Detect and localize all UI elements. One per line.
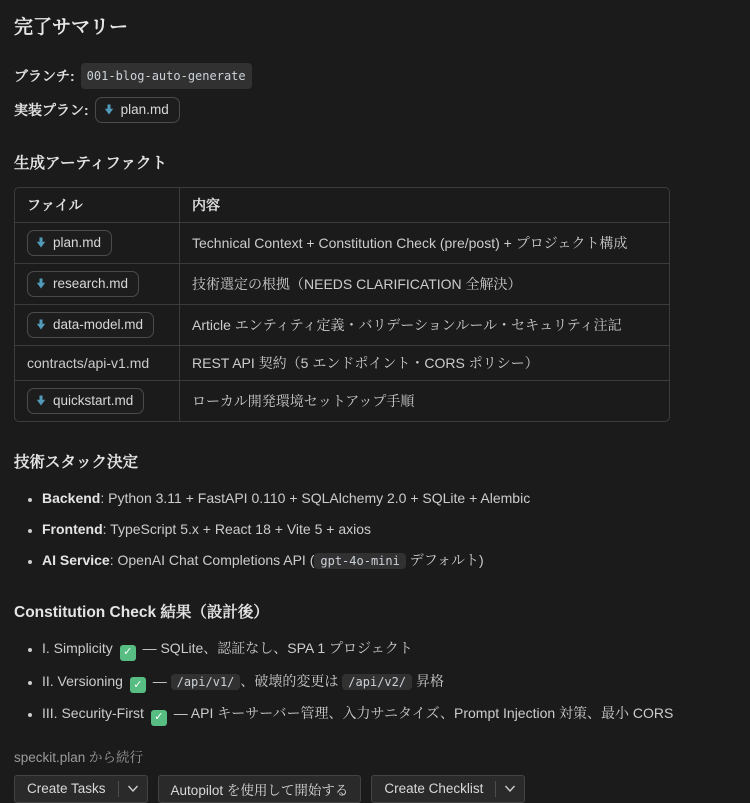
table-row [15, 346, 669, 381]
colon: : [100, 490, 105, 506]
list-item-backend [42, 488, 736, 509]
constitution-list [14, 638, 736, 726]
file-chip-plan[interactable] [27, 230, 112, 256]
item-text: デフォルト) [405, 552, 484, 568]
create-tasks-button[interactable] [14, 775, 148, 803]
colon: : [102, 521, 107, 537]
file-name-contracts: contracts/api-v1.md [27, 355, 150, 371]
check-name: II. Versioning [42, 672, 123, 689]
markdown-file-icon [104, 104, 114, 115]
list-item-versioning [42, 671, 736, 694]
autopilot-start-button[interactable] [158, 775, 362, 803]
model-code: gpt-4o-mini [314, 553, 405, 569]
row-content: Article エンティティ定義・バリデーションルール・セキュリティ注記 [180, 305, 669, 346]
list-item-frontend [42, 519, 736, 540]
branch-line [14, 63, 736, 89]
row-content: ローカル開発環境セットアップ手順 [192, 393, 415, 409]
table-row [15, 223, 669, 264]
file-name: quickstart.md [53, 393, 134, 408]
item-text: OpenAI Chat Completions API ( [113, 552, 315, 568]
chevron-down-icon[interactable] [119, 784, 147, 793]
api-v1-code: /api/v1/ [171, 674, 241, 690]
plan-file-name: plan.md [120, 102, 169, 117]
dash: — [142, 640, 157, 656]
check-mark-icon: ✓ [151, 710, 167, 726]
item-label: Frontend [42, 521, 103, 537]
file-chip-quickstart[interactable] [27, 388, 144, 414]
row-content: REST API 契約（5 エンドポイント・CORS ポリシー） [180, 346, 669, 381]
check-detail: SQLite、認証なし、SPA 1 プロジェクト [156, 640, 413, 656]
constitution-heading: Constitution Check 結果（設計後） [14, 604, 269, 621]
check-name: I. Simplicity [42, 640, 113, 656]
button-label: Create Tasks [27, 781, 106, 796]
continue-from-text: speckit.plan から続行 [14, 749, 144, 765]
chevron-down-icon[interactable] [496, 784, 524, 793]
check-name: III. Security-First [42, 705, 144, 721]
dash: — [152, 672, 167, 689]
check-detail: API キーサーバー管理、入力サニタイズ、Prompt Injection 対策、最小 CORS [187, 705, 674, 721]
file-chip-research[interactable] [27, 271, 139, 297]
action-button-row [14, 775, 736, 803]
button-label: Create Checklist [384, 781, 484, 796]
item-text: TypeScript 5.x + React 18 + Vite 5 + axios [106, 521, 372, 537]
branch-value-code: 001-blog-auto-generate [81, 63, 252, 89]
list-item-simplicity [42, 638, 736, 661]
api-v2-code: /api/v2/ [342, 674, 412, 690]
item-label: Backend [42, 490, 101, 506]
file-name: data-model.md [53, 317, 144, 332]
column-header-file: ファイル [15, 188, 180, 223]
column-header-content: 内容 [180, 188, 669, 223]
item-text: Python 3.11 + FastAPI 0.110 + SQLAlchemy 2.0 + SQLite + Alembic [104, 490, 531, 506]
item-label: AI Service [42, 552, 110, 568]
markdown-file-icon [36, 278, 46, 289]
list-item-security-first [42, 703, 736, 726]
markdown-file-icon [36, 237, 46, 248]
file-name: plan.md [53, 235, 102, 250]
list-item-ai-service [42, 550, 736, 572]
plan-label: 実装プラン: [14, 102, 89, 118]
row-content: 技術選定の根拠（NEEDS CLARIFICATION 全解決） [180, 264, 669, 305]
create-checklist-button[interactable] [371, 775, 525, 803]
page-title: 完了サマリー [14, 17, 129, 38]
row-content: Technical Context + Constitution Check (pre/post) + プロジェクト構成 [180, 223, 669, 264]
colon: : [109, 552, 114, 568]
markdown-file-icon [36, 395, 46, 406]
check-detail: 、破壊的変更は [240, 672, 343, 689]
tech-stack-heading: 技術スタック決定 [14, 454, 139, 471]
branch-label: ブランチ: [14, 68, 75, 84]
table-row [15, 381, 669, 421]
button-label: Autopilot を使用して開始する [170, 782, 349, 798]
check-mark-icon: ✓ [120, 645, 136, 661]
markdown-file-icon [36, 319, 46, 330]
check-detail: 昇格 [412, 672, 444, 689]
check-mark-icon: ✓ [130, 677, 146, 693]
tech-stack-list [14, 488, 736, 572]
artifacts-heading: 生成アーティファクト [14, 155, 167, 172]
table-header-row [15, 188, 669, 223]
plan-line [14, 97, 736, 123]
table-row [15, 264, 669, 305]
table-row [15, 305, 669, 346]
file-chip-data-model[interactable] [27, 312, 154, 338]
artifacts-table [14, 187, 670, 422]
dash: — [173, 705, 188, 721]
plan-file-chip[interactable] [95, 97, 180, 123]
file-name: research.md [53, 276, 129, 291]
